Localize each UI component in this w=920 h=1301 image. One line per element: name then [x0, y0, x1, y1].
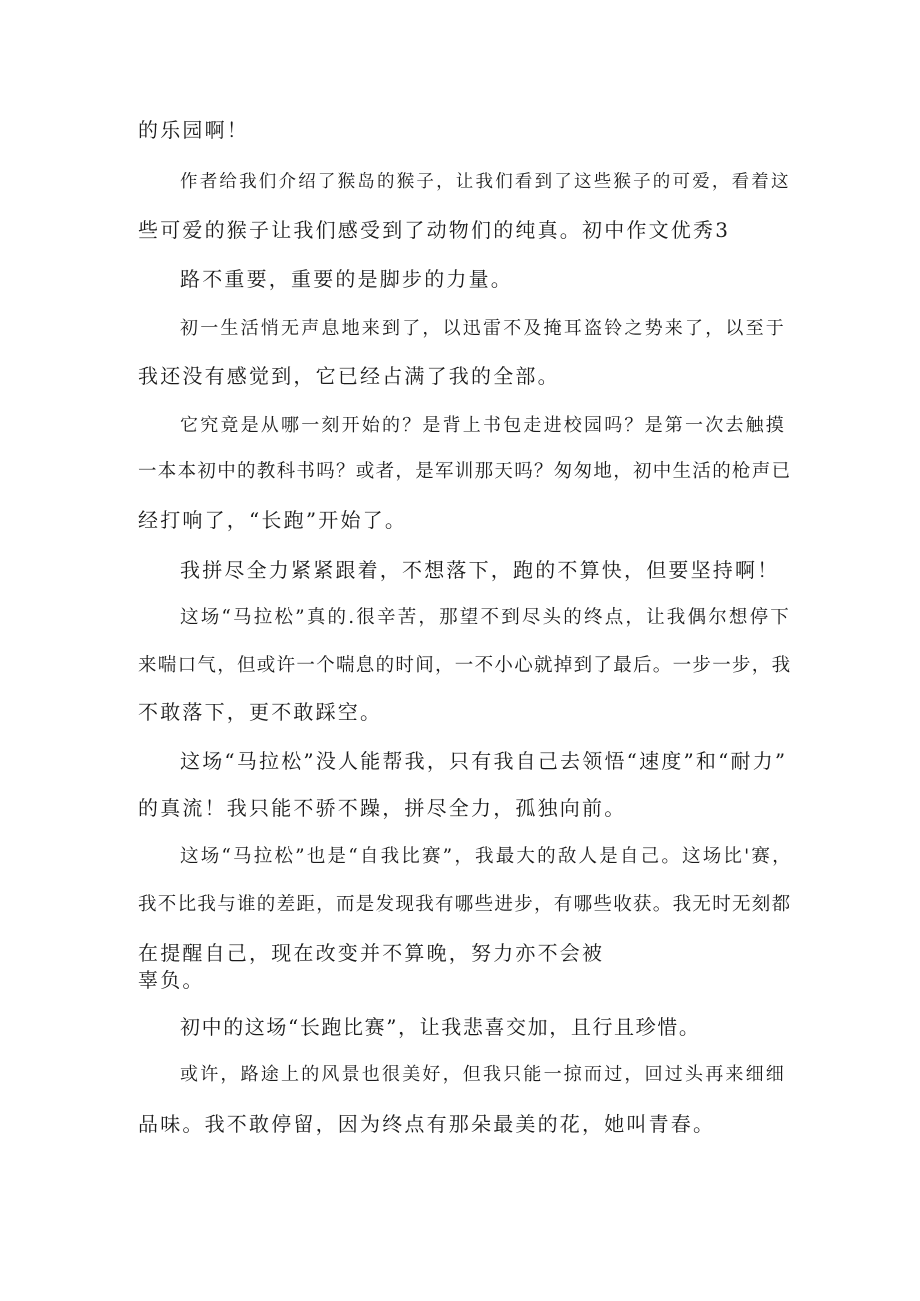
- text-line: 来喘口气，但或许一个喘息的时间，一不小心就掉到了最后。一步一步，我: [138, 655, 792, 676]
- text-line: 的乐园啊！: [138, 118, 249, 142]
- text-line: 经打响了，“长跑”开始了。: [138, 508, 408, 532]
- text-line: 我还没有感觉到，它已经占满了我的全部。: [138, 364, 560, 388]
- text-line: 路不重要，重要的是脚步的力量。: [180, 267, 513, 291]
- text-line: 品味。我不敢停留，因为终点有那朵最美的花，她叫青春。: [138, 1112, 716, 1136]
- text-line: 不敢落下，更不敢踩空。: [138, 700, 383, 724]
- text-line: 作者给我们介绍了猴岛的猴子，让我们看到了这些猴子的可爱，看着这: [180, 172, 791, 192]
- text-line: 我拼尽全力紧紧跟着，不想落下，跑的不算快，但要坚持啊！: [180, 558, 780, 582]
- text-line: 它究竟是从哪一刻开始的？是背上书包走进校园吗？是第一次去触摸: [180, 415, 786, 436]
- text-line: 这场“马拉松”也是“自我比赛”，我最大的敌人是自己。这场比'赛，: [180, 846, 793, 867]
- text-line: 在提醒自己，现在改变并不算晚，努力亦不会被: [138, 941, 605, 965]
- text-line: 一本本初中的教科书吗？或者，是军训那天吗？匆匆地，初中生活的枪声已: [138, 461, 792, 482]
- text-line: 我不比我与谁的差距，而是发现我有哪些进步，有哪些收获。我无时无刻都: [138, 894, 792, 915]
- text-line: 这场“马拉松”真的.很辛苦，那望不到尽头的终点，让我偶尔想停下: [180, 607, 791, 628]
- text-line: 这场“马拉松”没人能帮我，只有我自己去领悟“速度”和“耐力”: [180, 749, 788, 773]
- text-line: 辜负。: [138, 968, 205, 992]
- text-line: 或许，路途上的风景也很美好，但我只能一掠而过，回过头再来细细: [180, 1064, 786, 1085]
- text-line: 初中的这场“长跑比赛”，让我悲喜交加，且行且珍惜。: [180, 1015, 701, 1039]
- text-line: 的真流！我只能不骄不躁，拼尽全力，孤独向前。: [138, 796, 627, 820]
- text-line: 初一生活悄无声息地来到了，以迅雷不及掩耳盗铃之势来了，以至于: [180, 318, 786, 339]
- text-line: 些可爱的猴子让我们感受到了动物们的纯真。初中作文优秀3: [138, 218, 731, 242]
